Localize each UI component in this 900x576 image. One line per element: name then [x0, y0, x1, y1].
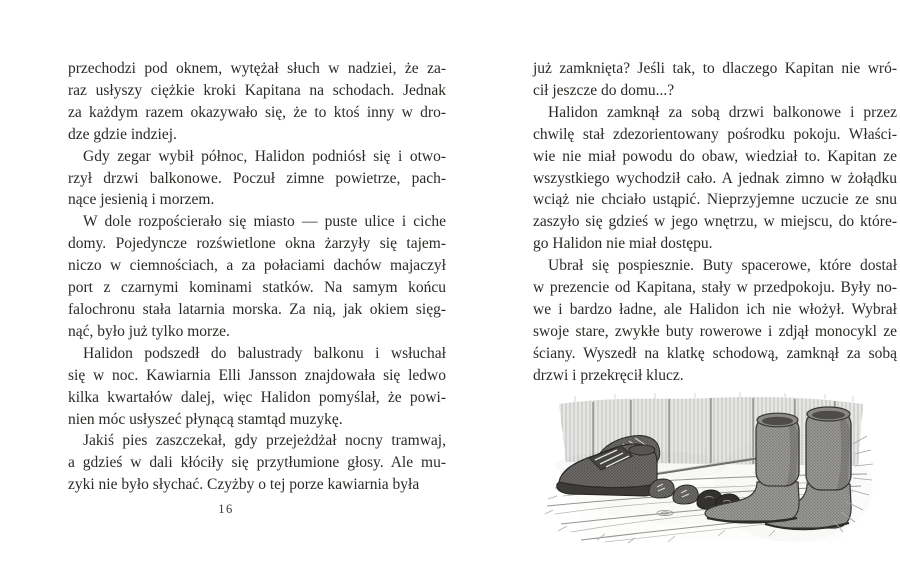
text-line: Ubrał się pospiesznie. Buty spacerowe, które dostał — [548, 257, 897, 275]
text-line: się w noc. Kawiarnia Elli Jansson znajdowała się ledwo — [68, 366, 446, 384]
text-line: rzył drzwi balkonowe. Poczuł zimne powietrze, pach- — [68, 169, 446, 187]
text-line: zyki nie było słychać. Czyżby o tej porze kawiarnia była — [68, 476, 420, 494]
text-line: ściany. Wyszedł na klatkę schodową, zamknął za sobą — [533, 344, 897, 362]
text-line: we i bardzo ładne, ale Halidon ich nie włożył. Wybrał — [533, 300, 897, 318]
text-line: zaszyło się gdzieś w jego wnętrzu, w miejscu, do które- — [533, 213, 897, 231]
boots-illustration-svg — [545, 392, 875, 548]
right-page-text — [533, 58, 897, 387]
text-line: W dole rozpościerało się miasto — puste ulice i ciche — [83, 213, 446, 231]
text-line: nąć, było już tylko morze. — [68, 322, 230, 340]
text-line: a gdzieś w dali kłóciły się przytłumione głosy. Ale mu- — [68, 454, 446, 472]
text-line: niczo w ciemnościach, a za połaciami dachów majaczył — [68, 257, 446, 275]
text-line: nien móc usłyszeć płynącą stamtąd muzykę. — [68, 410, 343, 428]
text-line: dze gdzie indziej. — [68, 125, 177, 143]
text-line: cił jeszcze do domu...? — [533, 81, 675, 99]
text-line: przechodzi pod oknem, wytężał słuch w nadziei, że za- — [68, 60, 446, 77]
text-line: nące jesienią i morzem. — [68, 191, 215, 209]
text-line: Halidon podszedł do balustrady balkonu i wsłuchał — [83, 344, 446, 362]
text-line: port z czarnymi kominami statków. Na samym końcu — [68, 279, 446, 297]
text-line: swoje stare, zwykłe buty rowerowe i zdjął monocykl ze — [533, 322, 897, 340]
text-line: kilka kwartałów dalej, więc Halidon pomyślał, że powi- — [68, 388, 446, 406]
text-line: już zamknięta? Jeśli tak, to dlaczego Kapitan nie wró- — [533, 60, 897, 77]
text-line: wie nie miał powodu do obaw, wiedział to. Kapitan ze — [533, 147, 897, 165]
text-line: w prezencie od Kapitana, stały w przedpokoju. Były no- — [533, 279, 897, 297]
text-line: Halidon zamknął za sobą drzwi balkonowe i przez — [548, 103, 897, 121]
text-line: chwilę stał zdezorientowany pośrodku pokoju. Właści- — [533, 125, 897, 143]
text-line: Gdy zegar wybił północ, Halidon podniósł się i otwo- — [83, 147, 446, 165]
text-line: drzwi i przekręcił klucz. — [533, 366, 684, 384]
text-line: falochronu stała latarnia morska. Za nią, jak okiem sięg- — [68, 300, 446, 318]
text-line: za każdym razem okazywało się, że to ktoś inny w dro- — [68, 103, 446, 121]
text-line: go Halidon nie miał dostępu. — [533, 235, 713, 253]
boots-illustration — [545, 392, 875, 548]
text-line: wciąż nie chciało ustąpić. Nieprzyjemne uczucie ze snu — [533, 191, 897, 209]
left-page-text — [68, 58, 446, 496]
text-line: Jakiś pies zaszczekał, gdy przejeżdżał nocny tramwaj, — [83, 432, 446, 450]
text-line: raz usłyszy ciężkie kroki Kapitana na schodach. Jednak — [68, 81, 446, 99]
text-line: domy. Pojedyncze rozświetlone okna żarzyły się tajem- — [68, 235, 446, 253]
text-line: wszystkiego wychodził cało. A jednak zimno w żołądku — [533, 169, 897, 187]
page-number: 16 — [218, 502, 234, 516]
